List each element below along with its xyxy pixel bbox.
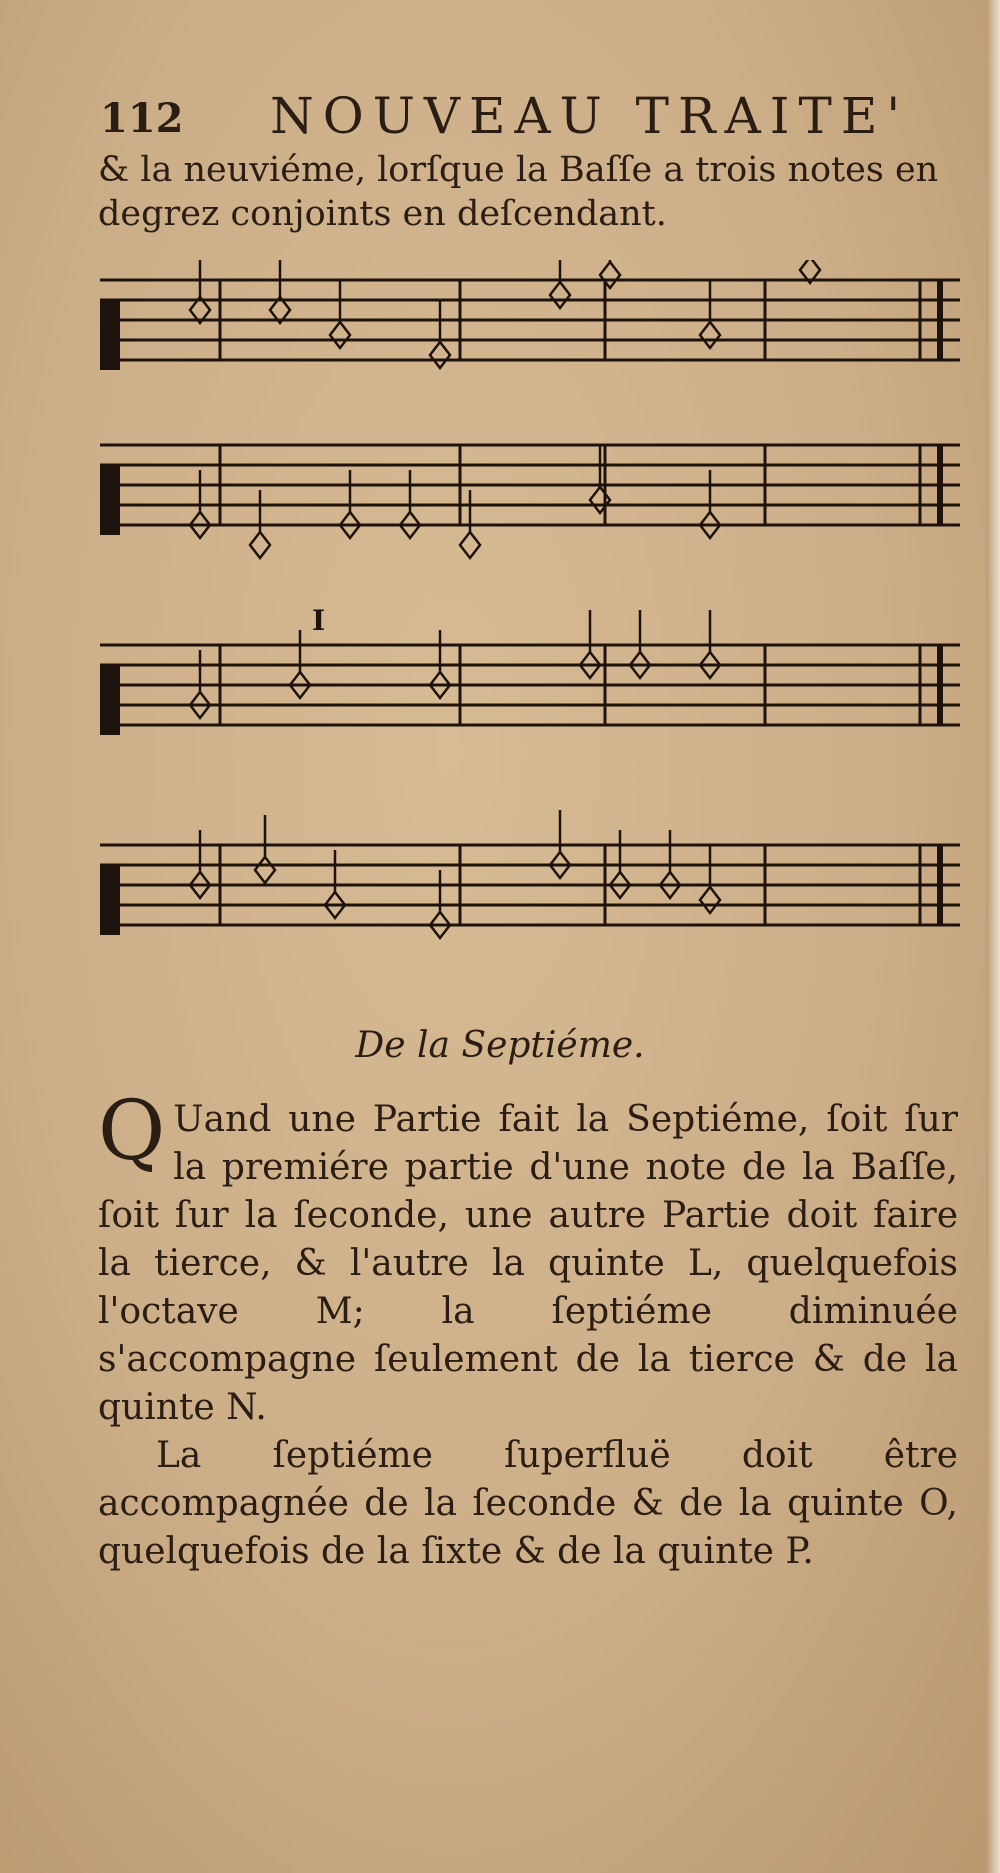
figure-label: I <box>312 604 326 637</box>
intro-text <box>98 148 958 236</box>
note-head <box>330 322 350 348</box>
clef-icon <box>100 465 120 535</box>
note-head <box>255 857 275 883</box>
page-header <box>0 87 1000 155</box>
note-head <box>700 322 720 348</box>
section-text <box>98 1084 958 1576</box>
note-head <box>550 282 570 308</box>
paragraph-2: La ſeptiéme ſuperfluë doit être accompagnée de la ſeconde & de la quinte O, quelquefois de la ſixte & de la quinte P. <box>98 1435 958 1572</box>
clef-icon <box>100 300 120 370</box>
page-number: 112 <box>100 95 184 142</box>
note-head <box>700 887 720 913</box>
drop-cap: Q <box>98 1084 166 1179</box>
clef-icon <box>100 665 120 735</box>
note-head <box>430 342 450 368</box>
running-head: NOUVEAU TRAITE' <box>270 87 910 145</box>
note-head <box>460 532 480 558</box>
note-head <box>590 487 610 513</box>
intro-line: & la neuviéme, lorſque la Baſſe a trois notes en <box>98 150 939 190</box>
paragraph-1 <box>98 1084 958 1432</box>
intro-line: degrez conjoints en deſcendant. <box>98 194 667 234</box>
clef-icon <box>100 865 120 935</box>
music-example <box>100 260 960 980</box>
note-head <box>250 532 270 558</box>
note-head <box>600 262 620 288</box>
section-heading: De la Septiéme. <box>355 1025 645 1066</box>
page-edge <box>986 0 1000 1873</box>
paragraph-1-text: Uand une Partie fait la Septiéme, ſoit ſur la premiére partie d'une note de la Baſſe, ſoit ſur la ſeconde, une autre Partie doit faire la tierce, & l'autre la quinte L, quelquefois l'octave M; la ſeptiéme diminuée s'accompagne ſeulement de la tierce & de la quinte N. <box>98 1099 958 1428</box>
